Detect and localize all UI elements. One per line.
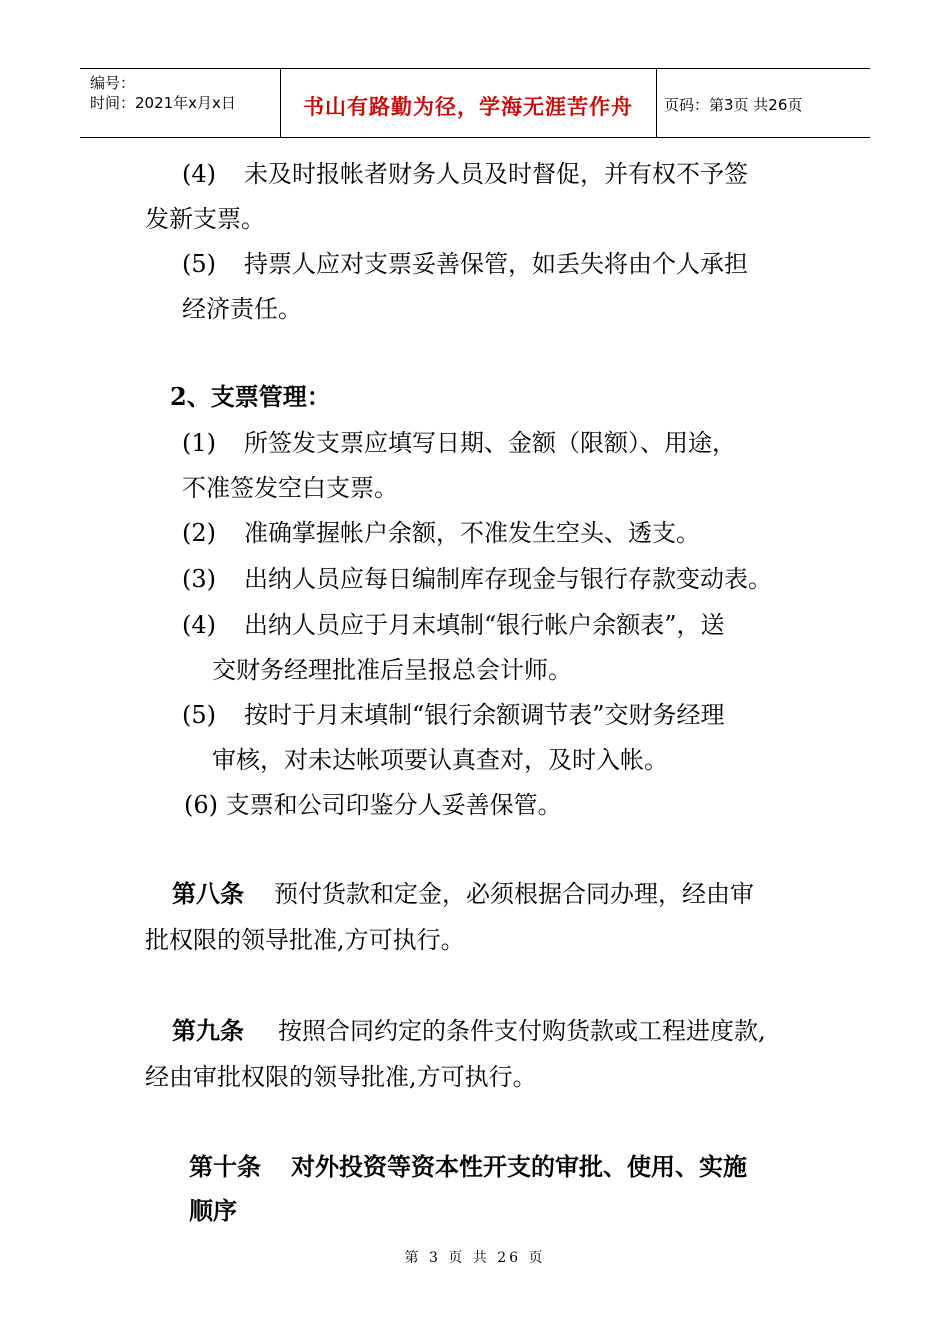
- item-4-line1: [182, 159, 748, 189]
- header-date-label: 时间：2021年x月x日: [90, 94, 236, 112]
- page-footer: 第 3 页 共 26 页: [404, 1250, 546, 1266]
- check-item-5-line2: 审核，对未达帐项要认真查对，及时入帐。: [212, 746, 668, 774]
- check-item-2-text: 准确掌握帐户余额，不准发生空头、透支。: [244, 519, 700, 547]
- article-9-text: 按照合同约定的条件支付购货款或工程进度款,: [278, 1017, 766, 1045]
- check-item-4-number: (4): [182, 611, 216, 639]
- item-4-number: (4): [182, 160, 216, 188]
- section-2-title: 2、支票管理：: [170, 382, 331, 411]
- item-4-line2: 发新支票。: [145, 205, 265, 233]
- check-item-1-number: (1): [182, 429, 216, 457]
- check-item-4-text: 出纳人员应于月末填制“银行帐户余额表”，送: [244, 611, 725, 639]
- header-page-info: 页码：第3页 共26页: [664, 96, 803, 114]
- check-item-5-text: 按时于月末填制“银行余额调节表”交财务经理: [244, 701, 725, 729]
- item-5-line2: 经济责任。: [182, 295, 302, 323]
- header-number-label: 编号：: [90, 74, 136, 92]
- item-5-number: (5): [182, 250, 216, 278]
- check-item-4-line1: [182, 610, 725, 640]
- document-header: [80, 68, 870, 138]
- article-8-text: 预付货款和定金，必须根据合同办理，经由审: [274, 880, 754, 908]
- article-8-line1: [172, 879, 754, 909]
- article-8-line2: 批权限的领导批准,方可执行。: [145, 926, 465, 954]
- check-item-4-line2: 交财务经理批准后呈报总会计师。: [212, 656, 572, 684]
- item-4-text: 未及时报帐者财务人员及时督促，并有权不予签: [244, 160, 748, 188]
- check-item-3-text: 出纳人员应每日编制库存现金与银行存款变动表。: [244, 565, 772, 593]
- check-item-1-line2: 不准签发空白支票。: [182, 474, 398, 502]
- check-item-1-text: 所签发支票应填写日期、金额（限额）、用途，: [244, 429, 736, 457]
- article-10-line1: [189, 1152, 747, 1182]
- check-item-3-number: (3): [182, 565, 216, 593]
- article-10-text: 对外投资等资本性开支的审批、使用、实施: [291, 1152, 747, 1181]
- article-10-line2: 顺序: [189, 1196, 237, 1225]
- check-item-1-line1: [182, 428, 736, 458]
- article-9-label: 第九条: [172, 1016, 244, 1045]
- check-item-3: [182, 564, 772, 594]
- check-item-2-number: (2): [182, 519, 216, 547]
- article-8-label: 第八条: [172, 879, 244, 908]
- item-5-line1: [182, 249, 748, 279]
- article-9-line1: [172, 1016, 766, 1046]
- check-item-5-line1: [182, 700, 725, 730]
- header-motto: 书山有路勤为径，学海无涯苦作舟: [303, 94, 633, 119]
- item-5-text: 持票人应对支票妥善保管，如丢失将由个人承担: [244, 250, 748, 278]
- article-9-line2: 经由审批权限的领导批准,方可执行。: [145, 1063, 537, 1091]
- header-divider-2: [656, 69, 657, 137]
- check-item-2: [182, 518, 700, 548]
- check-item-5-number: (5): [182, 701, 216, 729]
- header-meta: [90, 73, 236, 113]
- article-10-label: 第十条: [189, 1152, 261, 1181]
- check-item-6: (6) 支票和公司印鉴分人妥善保管。: [184, 791, 562, 819]
